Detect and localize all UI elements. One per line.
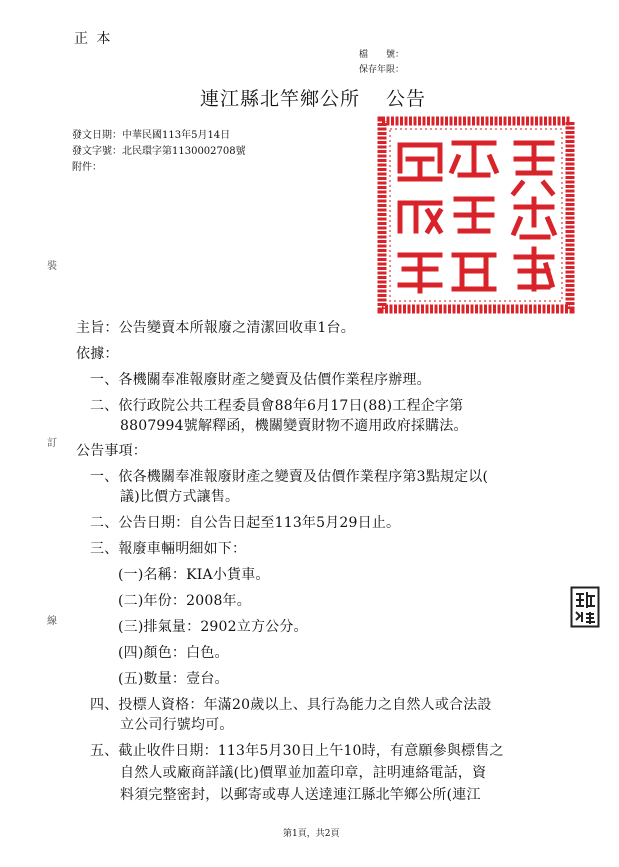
basis-item-2-continued: 8807994號解釋函，機關變賣財物不適用政府採購法。	[120, 418, 468, 434]
notice-item-4: 四、投標人資格：年滿20歲以上、具行為能力之自然人或合法設	[90, 697, 492, 713]
vehicle-displacement: (三)排氣量：2902立方公分。	[118, 619, 308, 635]
notice-item-5-line-3: 料須完整密封，以郵寄或專人送達連江縣北竿鄉公所(連江	[120, 787, 481, 803]
notice-item-1-continued: 議)比價方式讓售。	[120, 489, 240, 505]
binding-mark-1: 裝	[47, 261, 57, 272]
basis-item-1: 一、各機關奉准報廢財產之變賣及估價作業程序辦理。	[90, 372, 431, 388]
document-kind: 公告	[386, 88, 427, 110]
notice-item-3: 三、報廢車輛明細如下：	[90, 541, 247, 557]
basis-heading: 依據：	[76, 346, 119, 362]
attachment-label: 附件：	[72, 162, 102, 173]
notice-item-4-continued: 立公司行號均可。	[120, 717, 234, 733]
official-seal-icon	[376, 115, 576, 315]
copy-mark: 正 本	[74, 31, 113, 47]
vehicle-color: (四)顏色：白色。	[118, 645, 229, 661]
notice-item-2: 二、公告日期：自公告日起至113年5月29日止。	[90, 515, 401, 531]
document-title	[200, 84, 426, 111]
vehicle-year: (二)年份：2008年。	[118, 593, 251, 609]
page-footer: 第1頁，共2頁	[283, 829, 340, 839]
notice-item-1: 一、依各機關奉准報廢財產之變賣及估價作業程序第3點規定以(	[90, 469, 489, 485]
binding-mark-3: 線	[47, 616, 57, 627]
vehicle-name: (一)名稱：KIA小貨車。	[118, 567, 270, 583]
archive-number-label: 檔 號：	[358, 50, 404, 60]
subject-line: 主旨：公告變賣本所報廢之清潔回收車1台。	[76, 320, 355, 336]
retention-period-label: 保存年限：	[358, 65, 404, 75]
issue-number: 發文字號：北民環字第1130002708號	[72, 146, 246, 157]
basis-item-2: 二、依行政院公共工程委員會88年6月17日(88)工程企字第	[90, 398, 464, 414]
issue-date: 發文日期：中華民國113年5月14日	[72, 130, 231, 141]
vehicle-quantity: (五)數量：壹台。	[118, 671, 229, 687]
notice-item-5: 五、截止收件日期：113年5月30日上午10時，有意願參與標售之	[90, 743, 504, 759]
seam-stamp-icon	[570, 586, 600, 628]
notice-heading: 公告事項：	[76, 443, 147, 459]
issuing-organization: 連江縣北竿鄉公所	[200, 88, 361, 110]
notice-item-5-line-2: 自然人或廠商詳議(比)價單並加蓋印章，註明連絡電話，資	[120, 765, 487, 781]
binding-mark-2: 訂	[47, 438, 57, 449]
